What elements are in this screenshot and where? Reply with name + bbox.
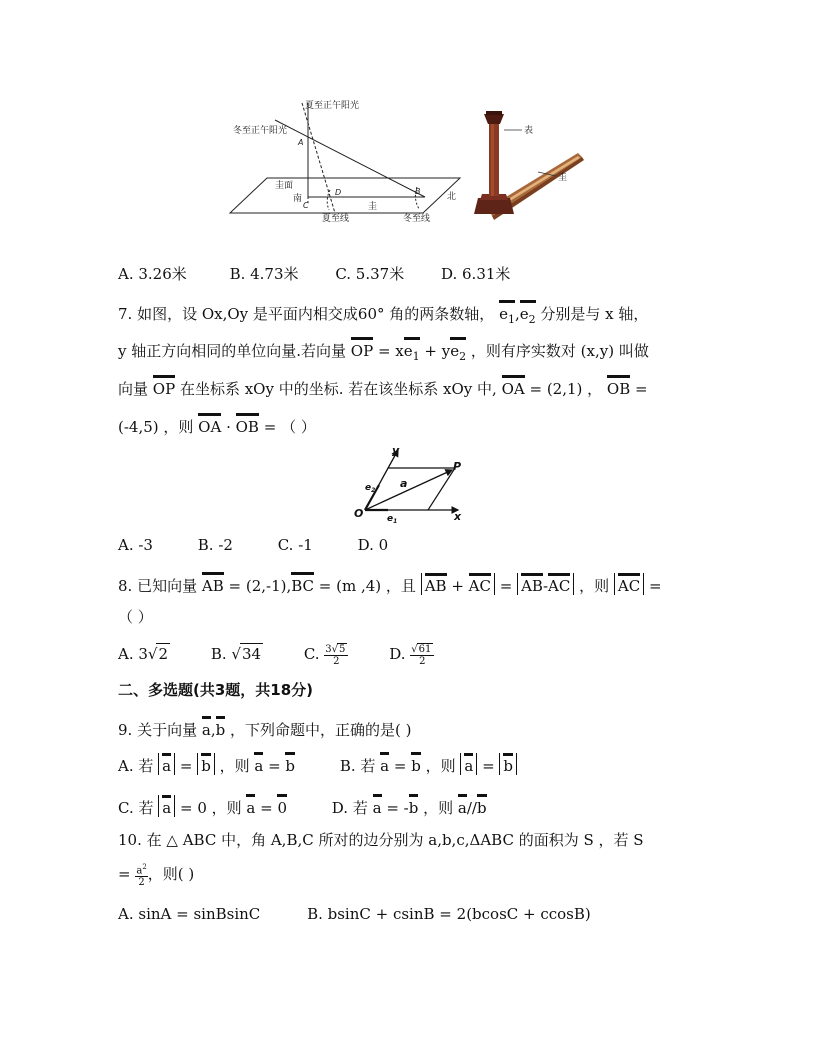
label-e2: $e_2$: [365, 483, 376, 494]
label-summer-sunlight: 夏至正午阳光: [305, 101, 360, 111]
label-south: 南: [293, 194, 303, 204]
vector-op: OP: [351, 337, 373, 361]
q6-option-d: D. 6.31米: [440, 265, 511, 283]
q7-line2: y 轴正方向相同的单位向量.若向量 OP = $xe_1 + ye_2$ ，则有序实数对 (x,y) 叫做: [118, 337, 649, 367]
abs-sum: AB + AC: [421, 573, 495, 595]
q9-options-cd: [118, 794, 487, 818]
label-winter-line: 冬至线: [403, 214, 431, 224]
label-point-a: A: [298, 138, 304, 147]
q7-option-b: B. -2: [197, 536, 233, 554]
q7-options: [118, 535, 388, 555]
q7-line4: (-4,5) ，则 OA · OB = （ ）: [118, 413, 316, 437]
vector-e2-term: $e_2$: [450, 337, 466, 367]
oblique-axes-diagram: [350, 440, 470, 525]
q8-option-b: B. √34: [210, 645, 262, 663]
q10-line2: = $\frac{a^2}{2}$ ，则( ): [118, 863, 195, 889]
q7-option-a: A. -3: [118, 536, 153, 554]
q6-option-c: C. 5.37米: [335, 265, 405, 283]
label-winter-sunlight: 冬至正午阳光: [233, 126, 288, 136]
q8-line1: 8. 已知向量 AB = (2,-1),BC = (m ,4) ，且 AB + AC = AB-AC ，则 AC =: [118, 572, 662, 596]
axis-label-x: x: [454, 510, 462, 523]
axis-label-y: y: [392, 444, 400, 457]
label-summer-line: 夏至线: [322, 214, 350, 224]
vector-oa-2: OA: [198, 413, 221, 437]
label-gui-photo: 圭: [558, 173, 568, 183]
label-north: 北: [447, 192, 457, 202]
q9-option-a: A. 若 a = b ，则 a = b: [118, 757, 300, 775]
q6-option-b: B. 4.73米: [229, 265, 299, 283]
q10-line1: 10. 在 △ ABC 中，角 A,B,C 所对的边分别为 a,b,c,ΔABC 的面积为 S ，若 S: [118, 831, 644, 849]
label-point-b: B: [415, 187, 421, 196]
q7-option-d: D. 0: [357, 536, 389, 554]
abs-ac: AC: [614, 573, 644, 595]
q9-option-d: D. 若 a = -b ，则 a//b: [332, 799, 487, 817]
label-gui: 圭: [368, 202, 378, 212]
label-origin: O: [354, 507, 364, 520]
label-biao: 表: [524, 126, 534, 136]
q9-stem: 9. 关于向量 a,b ，下列命题中，正确的是( ): [118, 716, 411, 740]
vector-oa: OA: [502, 375, 525, 399]
q8-option-d: D. $\frac{√61}{2}$: [389, 645, 434, 663]
q8-options: [118, 643, 434, 667]
q10-option-b: B. bsinC + csinB = 2(bcosC + ccosB): [307, 905, 591, 923]
abs-diff: AB-AC: [517, 573, 574, 595]
q9-option-c: C. 若 a = 0 ，则 a = 0: [118, 799, 292, 817]
q10-fraction: $\frac{a^2}{2}$: [136, 863, 147, 889]
q9-option-b: B. 若 a = b ，则 a = b: [340, 757, 517, 775]
gnomon-photo: [470, 108, 590, 223]
q9-options-ab: [118, 752, 517, 776]
q7-line1: 7. 如图，设 Ox,Oy 是平面内相交成60° 角的两条数轴， $e_1,e_2$ 分别是与 x 轴，: [118, 300, 648, 330]
vector-e2: $e_2$: [520, 300, 536, 330]
vector-ob: OB: [607, 375, 630, 399]
q7-option-c: C. -1: [277, 536, 313, 554]
q6-options: [118, 264, 510, 284]
label-point-d: D: [335, 188, 342, 197]
label-point-p: P: [453, 460, 462, 473]
vector-op-2: OP: [153, 375, 175, 399]
section-multi-choice-heading: 二、多选题(共3题，共18分): [118, 681, 314, 699]
q6-option-a: A. 3.26米: [118, 265, 187, 283]
vector-bc: BC: [291, 572, 314, 596]
label-point-c: C: [303, 201, 309, 210]
q7-line3: 向量 OP 在坐标系 xOy 中的坐标. 若在该坐标系 xOy 中, OA = (2,1) ， OB =: [118, 375, 648, 399]
vector-ab: AB: [202, 572, 224, 596]
q8-option-a: A. 3√2: [118, 645, 169, 663]
vector-ob-2: OB: [236, 413, 259, 437]
q10-options: [118, 904, 591, 924]
q8-line2: （ ）: [118, 608, 153, 626]
vector-e1-term: $e_1$: [404, 337, 420, 367]
label-vector-a: a: [400, 477, 408, 490]
q10-option-a: A. sinA = sinBsinC: [118, 905, 261, 923]
vector-e1: $e_1$: [499, 300, 515, 330]
q8-option-c: C. $\frac{3√5}{2}$: [304, 645, 349, 663]
gnomon-diagram: [225, 95, 465, 225]
label-e1: $e_1$: [387, 514, 398, 525]
label-plane: 圭面: [275, 181, 294, 191]
